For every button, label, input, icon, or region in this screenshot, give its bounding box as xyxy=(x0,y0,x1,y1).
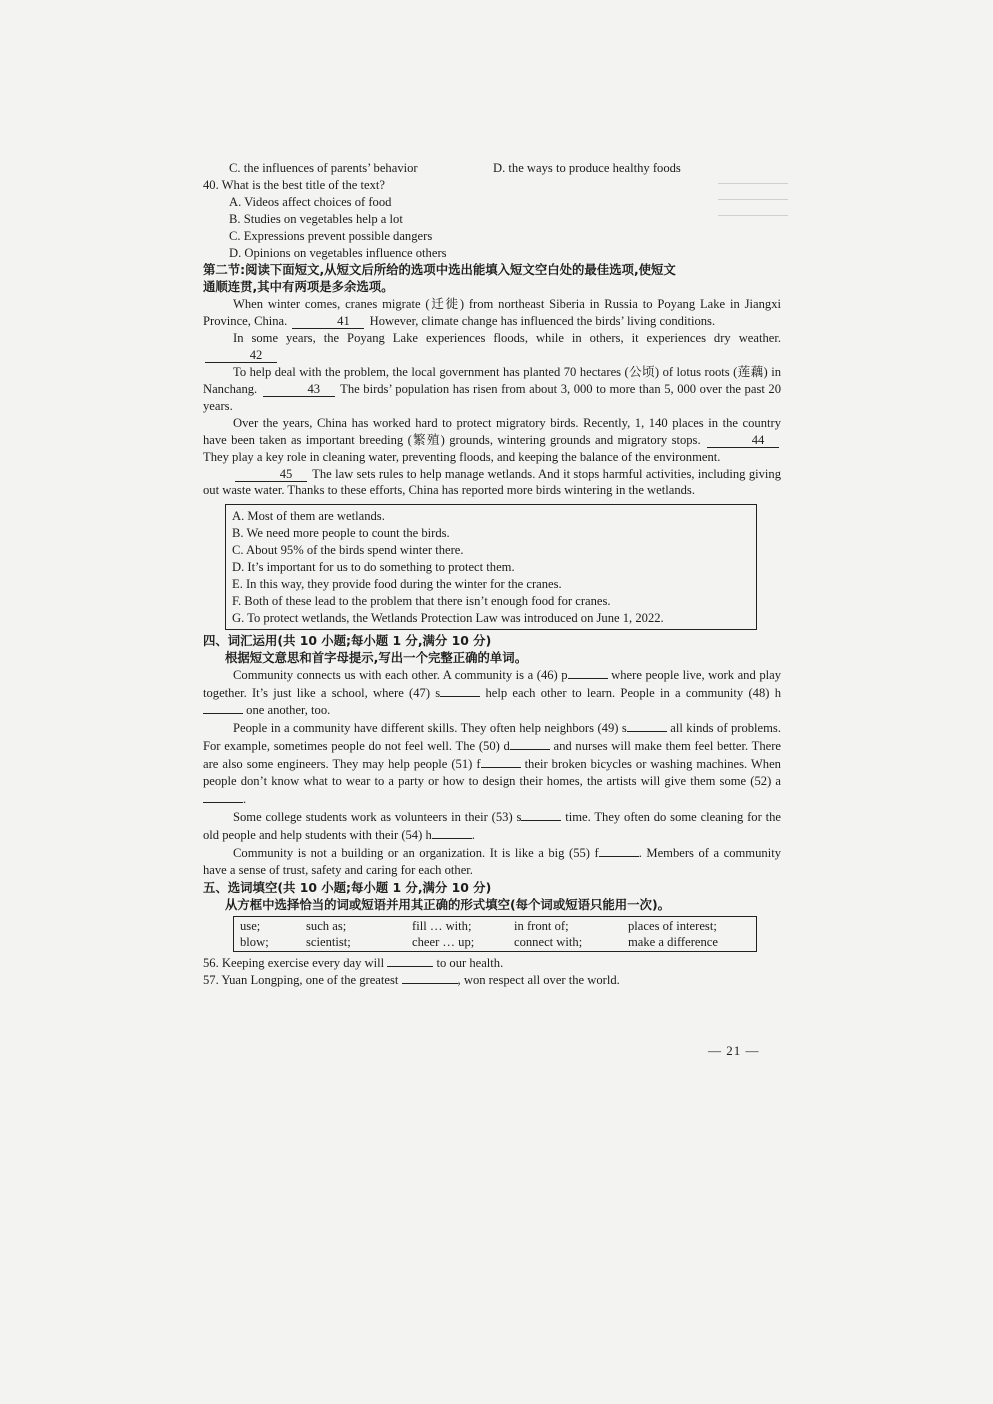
blank-51[interactable] xyxy=(481,755,521,768)
question-40 xyxy=(203,177,781,262)
blank-45[interactable]: 45 xyxy=(235,467,307,482)
s2-paragraph-1: When winter comes, cranes migrate (迁徙) from northeast Siberia in Russia to Poyang Lake in Jiangxi Province, China. 41 However, climate change has influenced the birds’ living conditions. xyxy=(203,297,781,329)
blank-43[interactable]: 43 xyxy=(263,382,335,397)
q40-option-b: B. Studies on vegetables help a lot xyxy=(229,211,403,226)
section-2-title-line2: 通顺连贯,其中有两项是多余选项。 xyxy=(203,279,394,295)
s2-option-c: C. About 95% of the birds spend winter there. xyxy=(232,543,464,558)
word-bank-item: cheer … up; xyxy=(412,934,475,949)
section-2-title-line1: 第二节:阅读下面短文,从短文后所给的选项中选出能填入短文空白处的最佳选项,使短文 xyxy=(203,262,676,278)
s2-option-f: F. Both of these lead to the problem that there isn’t enough food for cranes. xyxy=(232,593,611,608)
word-bank-item: blow; xyxy=(240,934,269,949)
s2-paragraph-5: 45 The law sets rules to help manage wetlands. And it stops harmful activities, including giving out waste water. Thanks to these efforts, China has reported more birds wintering in the wetlands. xyxy=(203,466,781,498)
word-bank-item: places of interest; xyxy=(628,918,717,933)
q40-option-c: C. Expressions prevent possible dangers xyxy=(229,228,433,243)
section-5-instruction: 从方框中选择恰当的词或短语并用其正确的形式填空(每个词或短语只能用一次)。 xyxy=(225,896,670,912)
section-4-title: 四、词汇运用(共 10 小题;每小题 1 分,满分 10 分) xyxy=(203,632,492,648)
word-bank-item: connect with; xyxy=(514,934,583,949)
blank-56[interactable] xyxy=(387,954,433,967)
q39-option-d: D. the ways to produce healthy foods xyxy=(493,161,681,175)
q39-options xyxy=(203,160,781,177)
blank-46[interactable] xyxy=(568,666,608,679)
blank-42[interactable]: 42 xyxy=(205,348,277,363)
blank-47[interactable] xyxy=(440,684,480,697)
question-57: 57. Yuan Longping, one of the greatest , won respect all over the world. xyxy=(203,973,620,988)
blank-54[interactable] xyxy=(432,826,472,839)
word-bank-item: use; xyxy=(240,918,261,933)
s4-paragraph-3: Some college students work as volunteers in their (53) s time. They often do some cleaning for the old people and help students with their (54) h . xyxy=(203,809,781,842)
blank-55[interactable] xyxy=(599,844,639,857)
blank-57[interactable] xyxy=(402,971,458,984)
s2-option-a: A. Most of them are wetlands. xyxy=(232,509,385,524)
s2-option-g: G. To protect wetlands, the Wetlands Protection Law was introduced on June 1, 2022. xyxy=(232,610,664,625)
word-bank-item: fill … with; xyxy=(412,918,472,933)
section-5 xyxy=(203,879,781,990)
s2-paragraph-3: To help deal with the problem, the local government has planted 70 hectares (公顷) of lotus roots (莲藕) in Nanchang. 43 The birds’ population has risen from about 3, 000 to more than 5, 000 over the past 20 years. xyxy=(203,365,781,413)
blank-49[interactable] xyxy=(627,719,667,732)
blank-50[interactable] xyxy=(510,737,550,750)
blank-53[interactable] xyxy=(521,808,561,821)
blank-52[interactable] xyxy=(203,790,243,803)
s4-paragraph-1: Community connects us with each other. A community is a (46) p where people live, work and play together. It’s just like a school, where (47) s help each other to learn. People in a community (48) h one another, too. xyxy=(203,667,782,718)
word-bank-item: scientist; xyxy=(306,934,351,949)
section-5-title: 五、选词填空(共 10 小题;每小题 1 分,满分 10 分) xyxy=(203,879,492,895)
q39-option-c: C. the influences of parents’ behavior xyxy=(229,161,418,175)
s2-options-box xyxy=(225,504,757,629)
word-bank-box xyxy=(233,916,757,952)
s2-paragraph-2: In some years, the Poyang Lake experiences floods, while in others, it experiences dry weather. 42 xyxy=(203,330,781,364)
q40-stem: 40. What is the best title of the text? xyxy=(203,177,385,192)
word-bank-item: make a difference xyxy=(628,934,718,949)
s2-option-e: E. In this way, they provide food during the winter for the cranes. xyxy=(232,576,562,591)
question-56: 56. Keeping exercise every day will to our health. xyxy=(203,955,504,970)
blank-48[interactable] xyxy=(203,701,243,714)
blank-41[interactable]: 41 xyxy=(292,314,364,329)
s4-paragraph-2: People in a community have different skills. They often help neighbors (49) s all kinds of problems. For example, sometimes people do not feel well. The (50) d and nurses will make them feel better. There are also some engineers. They may help people (51) f their broken bicycles or washing machines. When people don’t know what to wear to a party or how to design their homes, the artists will give them some (52) a. xyxy=(203,721,782,806)
q40-option-d: D. Opinions on vegetables influence others xyxy=(229,245,447,260)
word-bank-item: such as; xyxy=(306,918,347,933)
s2-paragraph-4: Over the years, China has worked hard to protect migratory birds. Recently, 1, 140 places in the country have been taken as important breeding (繁殖) grounds, wintering grounds and migratory stops. 44 They play a key role in cleaning water, preventing floods, and keeping the balance of the environment. xyxy=(203,415,781,464)
s4-paragraph-4: Community is not a building or an organization. It is like a big (55) f . Members of a community have a sense of trust, safety and caring for each other. xyxy=(203,845,781,877)
blank-44[interactable]: 44 xyxy=(707,433,779,448)
page-number: — 21 — xyxy=(708,1043,760,1058)
q40-option-a: A. Videos affect choices of food xyxy=(229,194,392,209)
word-bank-item: in front of; xyxy=(514,918,569,933)
section-2 xyxy=(203,261,781,629)
section-4 xyxy=(203,632,781,879)
s2-option-b: B. We need more people to count the birds. xyxy=(232,526,450,541)
s2-option-d: D. It’s important for us to do something to protect them. xyxy=(232,560,515,575)
section-4-instruction: 根据短文意思和首字母提示,写出一个完整正确的单词。 xyxy=(225,649,528,665)
exam-page xyxy=(203,160,781,989)
